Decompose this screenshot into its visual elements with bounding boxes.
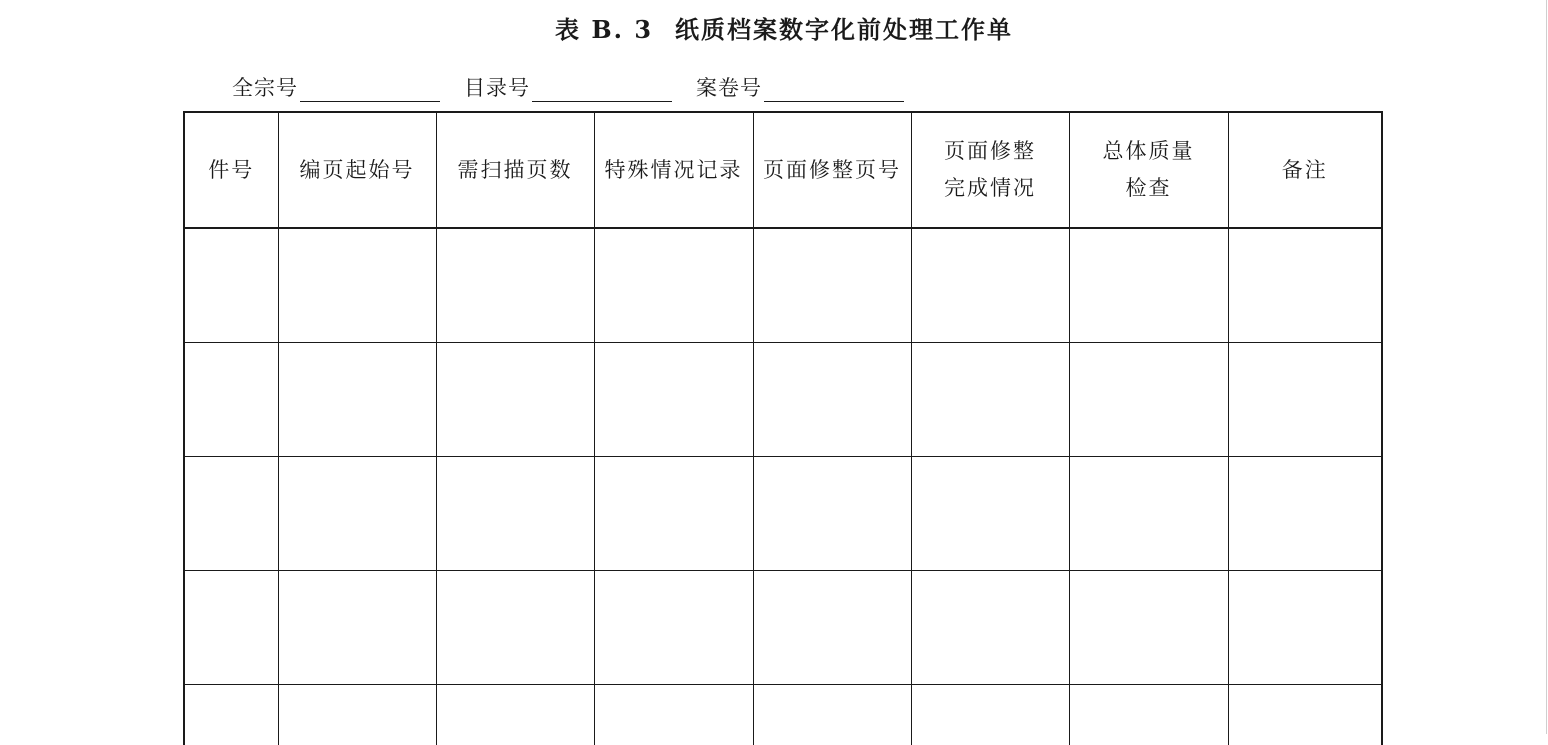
table-cell[interactable] xyxy=(436,685,594,745)
table-cell[interactable] xyxy=(1069,228,1228,343)
table-cell[interactable] xyxy=(753,571,911,685)
table-cell[interactable] xyxy=(436,343,594,457)
table-cell[interactable] xyxy=(278,457,436,571)
file-number-label: 案卷号 xyxy=(696,72,762,102)
table-cell[interactable] xyxy=(184,343,278,457)
table-cell[interactable] xyxy=(278,228,436,343)
table-title xyxy=(0,10,1548,45)
table-cell[interactable] xyxy=(1069,457,1228,571)
table-cell[interactable] xyxy=(1069,685,1228,745)
table-cell[interactable] xyxy=(1069,571,1228,685)
table-cell[interactable] xyxy=(911,343,1069,457)
table-cell[interactable] xyxy=(436,571,594,685)
table-cell[interactable] xyxy=(278,685,436,745)
table-cell[interactable] xyxy=(278,571,436,685)
archive-fields xyxy=(232,72,928,102)
table-cell[interactable] xyxy=(436,228,594,343)
table-row xyxy=(184,457,1382,571)
table-cell[interactable] xyxy=(1228,228,1382,343)
header-overall-quality-check: 总体质量 检查 xyxy=(1069,112,1228,228)
table-cell[interactable] xyxy=(436,457,594,571)
table-cell[interactable] xyxy=(184,457,278,571)
table-row xyxy=(184,571,1382,685)
fonds-number-label: 全宗号 xyxy=(232,72,298,102)
table-cell[interactable] xyxy=(753,685,911,745)
table-cell[interactable] xyxy=(278,343,436,457)
catalog-number-input[interactable] xyxy=(532,75,672,102)
table-cell[interactable] xyxy=(184,571,278,685)
table-cell[interactable] xyxy=(1228,571,1382,685)
table-title-text: 纸质档案数字化前处理工作单 xyxy=(675,15,1013,44)
fonds-number-field xyxy=(232,72,440,102)
table-cell[interactable] xyxy=(594,571,753,685)
header-row xyxy=(184,112,1382,228)
table-cell[interactable] xyxy=(753,457,911,571)
header-pages-to-scan: 需扫描页数 xyxy=(436,112,594,228)
table-cell[interactable] xyxy=(1228,343,1382,457)
table-cell[interactable] xyxy=(753,228,911,343)
header-item-number: 件号 xyxy=(184,112,278,228)
table-row xyxy=(184,685,1382,745)
table-cell[interactable] xyxy=(1228,457,1382,571)
table-cell[interactable] xyxy=(911,228,1069,343)
table-cell[interactable] xyxy=(911,685,1069,745)
fonds-number-input[interactable] xyxy=(300,75,440,102)
header-remarks: 备注 xyxy=(1228,112,1382,228)
header-page-repair-numbers: 页面修整页号 xyxy=(753,112,911,228)
table-cell[interactable] xyxy=(1069,343,1228,457)
header-page-start-number: 编页起始号 xyxy=(278,112,436,228)
worksheet-table xyxy=(183,111,1383,745)
catalog-number-label: 目录号 xyxy=(464,72,530,102)
table-number: 表 B. 3 xyxy=(555,15,653,44)
table-cell[interactable] xyxy=(911,457,1069,571)
file-number-field xyxy=(696,72,904,102)
file-number-input[interactable] xyxy=(764,75,904,102)
table-cell[interactable] xyxy=(594,457,753,571)
table-cell[interactable] xyxy=(594,343,753,457)
table-cell[interactable] xyxy=(594,685,753,745)
catalog-number-field xyxy=(464,72,672,102)
page-edge xyxy=(1546,0,1547,734)
table-cell[interactable] xyxy=(184,685,278,745)
table-cell[interactable] xyxy=(911,571,1069,685)
header-page-repair-status: 页面修整 完成情况 xyxy=(911,112,1069,228)
table-cell[interactable] xyxy=(594,228,753,343)
table-cell[interactable] xyxy=(1228,685,1382,745)
header-special-notes: 特殊情况记录 xyxy=(594,112,753,228)
table-row xyxy=(184,228,1382,343)
table-cell[interactable] xyxy=(184,228,278,343)
table-cell[interactable] xyxy=(753,343,911,457)
table-row xyxy=(184,343,1382,457)
